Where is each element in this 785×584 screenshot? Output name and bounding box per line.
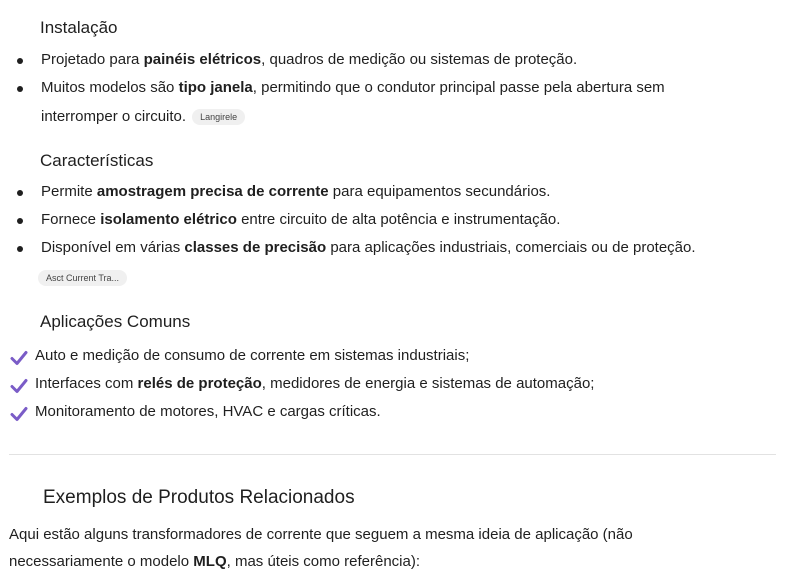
text: interromper o circuito. bbox=[41, 108, 187, 125]
bullet-dot bbox=[17, 58, 23, 64]
text: , mas úteis como referência): bbox=[226, 553, 421, 570]
bullet-dot bbox=[17, 86, 23, 92]
paragraph-continuation bbox=[9, 548, 769, 576]
bullet-dot bbox=[17, 190, 23, 196]
text: Aqui estão alguns transformadores de corrente que seguem a mesma ideia de aplicação (não bbox=[9, 526, 633, 543]
source-chip[interactable]: Langirele bbox=[192, 109, 245, 125]
list-item bbox=[35, 370, 594, 398]
text: Auto e medição de consumo de corrente em sistemas industriais; bbox=[35, 347, 470, 364]
text: Fornece bbox=[41, 211, 101, 228]
list-item bbox=[41, 206, 560, 234]
section-divider bbox=[9, 454, 776, 455]
source-chip[interactable]: Asct Current Tra... bbox=[38, 270, 127, 286]
chip-row bbox=[38, 269, 127, 287]
text: para aplicações industriais, comerciais ou de proteção. bbox=[326, 239, 696, 256]
text: entre circuito de alta potência e instrumentação. bbox=[236, 211, 561, 228]
section-heading-characteristics: Características bbox=[40, 151, 154, 170]
text: Permite bbox=[41, 183, 97, 200]
check-icon bbox=[10, 349, 28, 367]
bold-text: isolamento elétrico bbox=[100, 211, 237, 228]
section-heading-applications: Aplicações Comuns bbox=[40, 312, 191, 331]
bullet-dot bbox=[17, 218, 23, 224]
bold-text: MLQ bbox=[193, 553, 227, 570]
bold-text: amostragem precisa de corrente bbox=[96, 183, 329, 200]
bold-text: classes de precisão bbox=[184, 239, 327, 256]
bold-text: painéis elétricos bbox=[143, 51, 262, 68]
list-item-continuation bbox=[41, 103, 245, 131]
list-item bbox=[41, 46, 577, 74]
list-item bbox=[35, 398, 381, 426]
list-item bbox=[35, 342, 469, 370]
section-heading-installation: Instalação bbox=[40, 18, 118, 37]
bold-text: tipo janela bbox=[178, 79, 253, 96]
text: , medidores de energia e sistemas de automação; bbox=[261, 375, 595, 392]
section-heading-related: Exemplos de Produtos Relacionados bbox=[43, 487, 355, 508]
text: Interfaces com bbox=[35, 375, 138, 392]
check-icon bbox=[10, 377, 28, 395]
bullet-dot bbox=[17, 246, 23, 252]
paragraph bbox=[9, 521, 769, 549]
text: , quadros de medição ou sistemas de proteção. bbox=[261, 51, 578, 68]
text: Disponível em várias bbox=[41, 239, 185, 256]
check-icon bbox=[10, 405, 28, 423]
list-item bbox=[41, 178, 550, 206]
text: necessariamente o modelo bbox=[9, 553, 194, 570]
list-item bbox=[41, 234, 696, 262]
list-item bbox=[41, 74, 665, 102]
text: Projetado para bbox=[41, 51, 144, 68]
bold-text: relés de proteção bbox=[137, 375, 262, 392]
text: para equipamentos secundários. bbox=[328, 183, 551, 200]
text: Monitoramento de motores, HVAC e cargas críticas. bbox=[35, 403, 381, 420]
text: Muitos modelos são bbox=[41, 79, 179, 96]
text: , permitindo que o condutor principal passe pela abertura sem bbox=[252, 79, 665, 96]
